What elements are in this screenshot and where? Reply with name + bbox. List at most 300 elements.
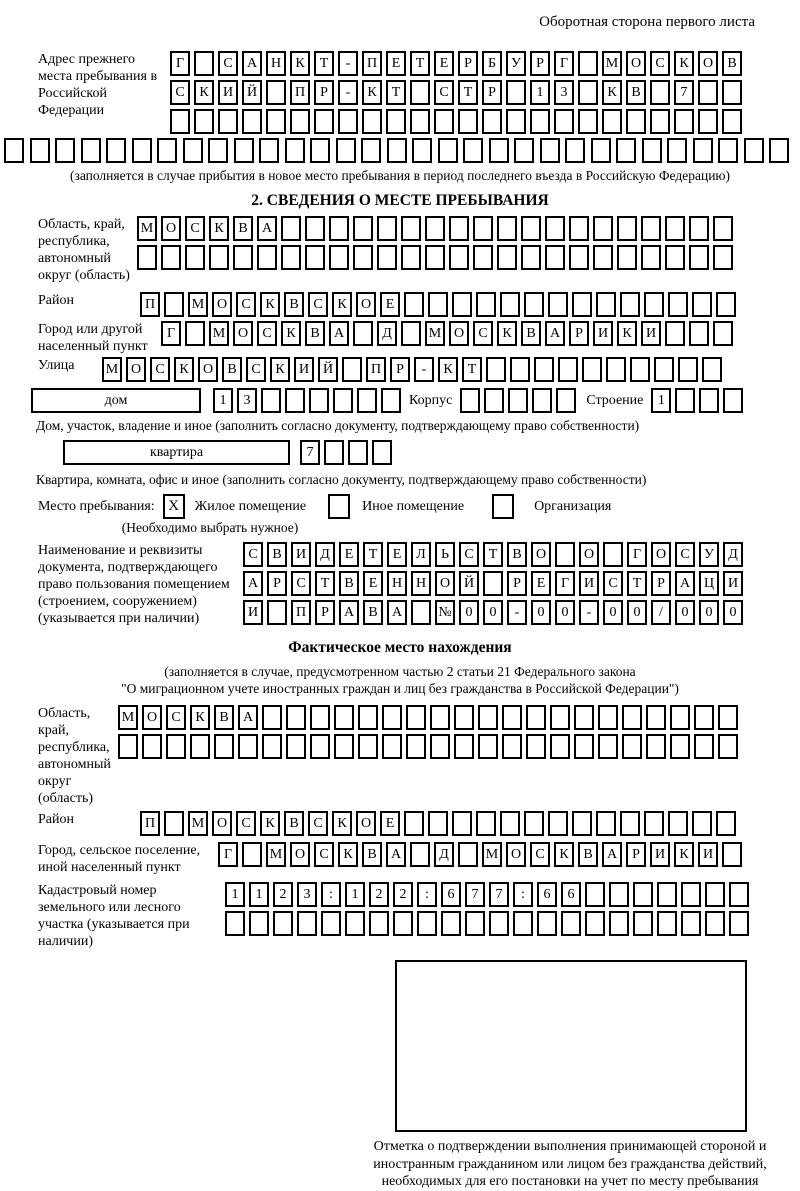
- char-box[interactable]: 0: [531, 600, 551, 625]
- char-box[interactable]: Р: [651, 571, 671, 596]
- char-box[interactable]: [598, 705, 618, 730]
- char-box[interactable]: [699, 388, 719, 413]
- char-box[interactable]: [665, 321, 685, 346]
- char-box[interactable]: М: [209, 321, 229, 346]
- char-box[interactable]: С: [257, 321, 277, 346]
- char-box[interactable]: [357, 388, 377, 413]
- char-box[interactable]: К: [270, 357, 290, 382]
- char-box[interactable]: В: [305, 321, 325, 346]
- char-box[interactable]: [654, 357, 674, 382]
- char-box[interactable]: В: [363, 600, 383, 625]
- char-box[interactable]: [266, 80, 286, 105]
- char-box[interactable]: [489, 138, 509, 163]
- char-box[interactable]: [572, 292, 592, 317]
- char-box[interactable]: [142, 734, 162, 759]
- char-box[interactable]: К: [554, 842, 574, 867]
- char-box[interactable]: Е: [380, 292, 400, 317]
- char-box[interactable]: К: [194, 80, 214, 105]
- char-box[interactable]: [238, 734, 258, 759]
- char-box[interactable]: 1: [651, 388, 671, 413]
- char-box[interactable]: [242, 109, 262, 134]
- char-box[interactable]: [214, 734, 234, 759]
- house-type-box[interactable]: дом: [31, 388, 201, 413]
- char-box[interactable]: П: [366, 357, 386, 382]
- char-box[interactable]: [404, 292, 424, 317]
- char-box[interactable]: М: [118, 705, 138, 730]
- char-box[interactable]: В: [339, 571, 359, 596]
- char-box[interactable]: Е: [380, 811, 400, 836]
- char-box[interactable]: [554, 109, 574, 134]
- char-box[interactable]: [702, 357, 722, 382]
- char-box[interactable]: [190, 734, 210, 759]
- char-box[interactable]: [484, 388, 504, 413]
- char-box[interactable]: [650, 109, 670, 134]
- char-box[interactable]: О: [142, 705, 162, 730]
- char-box[interactable]: [353, 245, 373, 270]
- char-box[interactable]: 1: [249, 882, 269, 907]
- char-box[interactable]: С: [459, 542, 479, 567]
- char-box[interactable]: Н: [387, 571, 407, 596]
- char-box[interactable]: [369, 911, 389, 936]
- char-box[interactable]: [722, 842, 742, 867]
- char-box[interactable]: О: [126, 357, 146, 382]
- char-box[interactable]: [550, 705, 570, 730]
- char-box[interactable]: О: [356, 292, 376, 317]
- char-box[interactable]: [723, 388, 743, 413]
- char-box[interactable]: Д: [315, 542, 335, 567]
- char-box[interactable]: [705, 911, 725, 936]
- char-box[interactable]: И: [650, 842, 670, 867]
- char-box[interactable]: Р: [458, 51, 478, 76]
- char-box[interactable]: [603, 542, 623, 567]
- char-box[interactable]: [609, 882, 629, 907]
- char-box[interactable]: С: [308, 811, 328, 836]
- char-box[interactable]: [641, 245, 661, 270]
- char-box[interactable]: Р: [530, 51, 550, 76]
- char-box[interactable]: [555, 542, 575, 567]
- char-box[interactable]: С: [236, 811, 256, 836]
- char-box[interactable]: К: [497, 321, 517, 346]
- char-box[interactable]: С: [308, 292, 328, 317]
- char-box[interactable]: [430, 734, 450, 759]
- char-box[interactable]: [449, 216, 469, 241]
- char-box[interactable]: [267, 600, 287, 625]
- char-box[interactable]: :: [513, 882, 533, 907]
- char-box[interactable]: [361, 138, 381, 163]
- char-box[interactable]: В: [222, 357, 242, 382]
- char-box[interactable]: [434, 109, 454, 134]
- char-box[interactable]: [305, 245, 325, 270]
- char-box[interactable]: 1: [345, 882, 365, 907]
- char-box[interactable]: [454, 734, 474, 759]
- char-box[interactable]: 7: [489, 882, 509, 907]
- char-box[interactable]: [208, 138, 228, 163]
- char-box[interactable]: [262, 705, 282, 730]
- char-box[interactable]: [410, 109, 430, 134]
- char-box[interactable]: [582, 357, 602, 382]
- char-box[interactable]: Т: [363, 542, 383, 567]
- char-box[interactable]: Р: [267, 571, 287, 596]
- char-box[interactable]: П: [140, 811, 160, 836]
- char-box[interactable]: [449, 245, 469, 270]
- char-box[interactable]: [285, 138, 305, 163]
- char-box[interactable]: [521, 216, 541, 241]
- char-box[interactable]: [185, 245, 205, 270]
- char-box[interactable]: Г: [627, 542, 647, 567]
- char-box[interactable]: [393, 911, 413, 936]
- char-box[interactable]: К: [362, 80, 382, 105]
- char-box[interactable]: [353, 321, 373, 346]
- char-box[interactable]: С: [650, 51, 670, 76]
- char-box[interactable]: [578, 109, 598, 134]
- char-box[interactable]: [106, 138, 126, 163]
- char-box[interactable]: К: [260, 811, 280, 836]
- char-box[interactable]: [667, 138, 687, 163]
- char-box[interactable]: [387, 138, 407, 163]
- char-box[interactable]: [622, 705, 642, 730]
- char-box[interactable]: [234, 138, 254, 163]
- char-box[interactable]: В: [578, 842, 598, 867]
- char-box[interactable]: К: [290, 51, 310, 76]
- char-box[interactable]: [242, 842, 262, 867]
- char-box[interactable]: [681, 882, 701, 907]
- char-box[interactable]: П: [290, 80, 310, 105]
- char-box[interactable]: А: [545, 321, 565, 346]
- char-box[interactable]: [497, 245, 517, 270]
- char-box[interactable]: В: [722, 51, 742, 76]
- char-box[interactable]: [404, 811, 424, 836]
- char-box[interactable]: [633, 911, 653, 936]
- char-box[interactable]: П: [140, 292, 160, 317]
- char-box[interactable]: В: [267, 542, 287, 567]
- char-box[interactable]: [285, 388, 305, 413]
- char-box[interactable]: [334, 705, 354, 730]
- char-box[interactable]: [500, 811, 520, 836]
- char-box[interactable]: К: [674, 842, 694, 867]
- char-box[interactable]: С: [166, 705, 186, 730]
- char-box[interactable]: 0: [699, 600, 719, 625]
- char-box[interactable]: [716, 811, 736, 836]
- char-box[interactable]: 0: [555, 600, 575, 625]
- char-box[interactable]: И: [218, 80, 238, 105]
- char-box[interactable]: С: [246, 357, 266, 382]
- char-box[interactable]: 0: [723, 600, 743, 625]
- char-box[interactable]: 7: [674, 80, 694, 105]
- char-box[interactable]: [633, 882, 653, 907]
- char-box[interactable]: [473, 216, 493, 241]
- char-box[interactable]: [508, 388, 528, 413]
- char-box[interactable]: [646, 734, 666, 759]
- char-box[interactable]: [410, 842, 430, 867]
- char-box[interactable]: [596, 811, 616, 836]
- char-box[interactable]: 1: [213, 388, 233, 413]
- char-box[interactable]: [411, 600, 431, 625]
- char-box[interactable]: [598, 734, 618, 759]
- char-box[interactable]: Й: [318, 357, 338, 382]
- char-box[interactable]: [406, 705, 426, 730]
- char-box[interactable]: Р: [626, 842, 646, 867]
- char-box[interactable]: [382, 705, 402, 730]
- char-box[interactable]: У: [699, 542, 719, 567]
- char-box[interactable]: Р: [314, 80, 334, 105]
- char-box[interactable]: [482, 109, 502, 134]
- char-box[interactable]: 2: [393, 882, 413, 907]
- char-box[interactable]: [510, 357, 530, 382]
- char-box[interactable]: [506, 109, 526, 134]
- char-box[interactable]: [478, 705, 498, 730]
- char-box[interactable]: [259, 138, 279, 163]
- char-box[interactable]: [377, 245, 397, 270]
- char-box[interactable]: [665, 245, 685, 270]
- char-box[interactable]: Г: [555, 571, 575, 596]
- char-box[interactable]: Т: [386, 80, 406, 105]
- char-box[interactable]: К: [617, 321, 637, 346]
- char-box[interactable]: [657, 911, 677, 936]
- char-box[interactable]: [569, 245, 589, 270]
- char-box[interactable]: [596, 292, 616, 317]
- char-box[interactable]: [572, 811, 592, 836]
- char-box[interactable]: [718, 705, 738, 730]
- char-box[interactable]: К: [281, 321, 301, 346]
- char-box[interactable]: [463, 138, 483, 163]
- char-box[interactable]: К: [602, 80, 622, 105]
- char-box[interactable]: Е: [339, 542, 359, 567]
- char-box[interactable]: П: [291, 600, 311, 625]
- char-box[interactable]: [486, 357, 506, 382]
- char-box[interactable]: [537, 911, 557, 936]
- char-box[interactable]: Т: [462, 357, 482, 382]
- char-box[interactable]: С: [185, 216, 205, 241]
- char-box[interactable]: [314, 109, 334, 134]
- char-box[interactable]: [718, 734, 738, 759]
- char-box[interactable]: [4, 138, 24, 163]
- char-box[interactable]: [689, 216, 709, 241]
- char-box[interactable]: Г: [170, 51, 190, 76]
- char-box[interactable]: И: [294, 357, 314, 382]
- char-box[interactable]: [705, 882, 725, 907]
- char-box[interactable]: К: [332, 811, 352, 836]
- char-box[interactable]: /: [651, 600, 671, 625]
- char-box[interactable]: [281, 245, 301, 270]
- char-box[interactable]: И: [243, 600, 263, 625]
- char-box[interactable]: [338, 109, 358, 134]
- char-box[interactable]: [693, 138, 713, 163]
- char-box[interactable]: [209, 245, 229, 270]
- char-box[interactable]: В: [507, 542, 527, 567]
- char-box[interactable]: М: [188, 292, 208, 317]
- char-box[interactable]: О: [198, 357, 218, 382]
- char-box[interactable]: [401, 321, 421, 346]
- char-box[interactable]: [500, 292, 520, 317]
- char-box[interactable]: [401, 216, 421, 241]
- char-box[interactable]: 3: [237, 388, 257, 413]
- char-box[interactable]: [297, 911, 317, 936]
- char-box[interactable]: О: [449, 321, 469, 346]
- char-box[interactable]: [561, 911, 581, 936]
- char-box[interactable]: [513, 911, 533, 936]
- char-box[interactable]: [502, 734, 522, 759]
- char-box[interactable]: Т: [458, 80, 478, 105]
- char-box[interactable]: [164, 292, 184, 317]
- char-box[interactable]: [617, 245, 637, 270]
- char-box[interactable]: С: [291, 571, 311, 596]
- char-box[interactable]: [441, 911, 461, 936]
- char-box[interactable]: [558, 357, 578, 382]
- char-box[interactable]: [722, 109, 742, 134]
- char-box[interactable]: А: [257, 216, 277, 241]
- char-box[interactable]: [406, 734, 426, 759]
- char-box[interactable]: М: [102, 357, 122, 382]
- char-box[interactable]: 3: [297, 882, 317, 907]
- char-box[interactable]: [334, 734, 354, 759]
- char-box[interactable]: [694, 734, 714, 759]
- char-box[interactable]: А: [242, 51, 262, 76]
- char-box[interactable]: [465, 911, 485, 936]
- char-box[interactable]: [225, 911, 245, 936]
- char-box[interactable]: Г: [218, 842, 238, 867]
- char-box[interactable]: О: [212, 292, 232, 317]
- char-box[interactable]: [524, 811, 544, 836]
- char-box[interactable]: [249, 911, 269, 936]
- char-box[interactable]: [333, 388, 353, 413]
- char-box[interactable]: [372, 440, 392, 465]
- char-box[interactable]: [526, 734, 546, 759]
- char-box[interactable]: [309, 388, 329, 413]
- char-box[interactable]: [620, 292, 640, 317]
- char-box[interactable]: [578, 51, 598, 76]
- char-box[interactable]: [425, 216, 445, 241]
- char-box[interactable]: Е: [434, 51, 454, 76]
- char-box[interactable]: [185, 321, 205, 346]
- char-box[interactable]: [362, 109, 382, 134]
- char-box[interactable]: К: [338, 842, 358, 867]
- apartment-type-box[interactable]: квартира: [63, 440, 290, 465]
- char-box[interactable]: [166, 734, 186, 759]
- char-box[interactable]: 6: [561, 882, 581, 907]
- char-box[interactable]: С: [434, 80, 454, 105]
- char-box[interactable]: [670, 734, 690, 759]
- char-box[interactable]: К: [260, 292, 280, 317]
- char-box[interactable]: 7: [300, 440, 320, 465]
- char-box[interactable]: [266, 109, 286, 134]
- char-box[interactable]: М: [266, 842, 286, 867]
- char-box[interactable]: С: [603, 571, 623, 596]
- char-box[interactable]: П: [362, 51, 382, 76]
- char-box[interactable]: [678, 357, 698, 382]
- char-box[interactable]: [698, 80, 718, 105]
- char-box[interactable]: [382, 734, 402, 759]
- char-box[interactable]: [556, 388, 576, 413]
- char-box[interactable]: [545, 216, 565, 241]
- char-box[interactable]: А: [386, 842, 406, 867]
- char-box[interactable]: Й: [242, 80, 262, 105]
- char-box[interactable]: [118, 734, 138, 759]
- char-box[interactable]: [713, 216, 733, 241]
- char-box[interactable]: [454, 705, 474, 730]
- char-box[interactable]: [602, 109, 622, 134]
- char-box[interactable]: [478, 734, 498, 759]
- char-box[interactable]: [353, 216, 373, 241]
- char-box[interactable]: -: [507, 600, 527, 625]
- char-box[interactable]: [675, 388, 695, 413]
- char-box[interactable]: О: [290, 842, 310, 867]
- char-box[interactable]: [644, 811, 664, 836]
- char-box[interactable]: С: [530, 842, 550, 867]
- char-box[interactable]: С: [170, 80, 190, 105]
- char-box[interactable]: [506, 80, 526, 105]
- char-box[interactable]: [132, 138, 152, 163]
- char-box[interactable]: 1: [225, 882, 245, 907]
- char-box[interactable]: [681, 911, 701, 936]
- char-box[interactable]: [194, 51, 214, 76]
- char-box[interactable]: [476, 811, 496, 836]
- char-box[interactable]: В: [284, 811, 304, 836]
- char-box[interactable]: М: [602, 51, 622, 76]
- char-box[interactable]: [530, 109, 550, 134]
- char-box[interactable]: [670, 705, 690, 730]
- char-box[interactable]: [412, 138, 432, 163]
- char-box[interactable]: [157, 138, 177, 163]
- char-box[interactable]: [718, 138, 738, 163]
- char-box[interactable]: [665, 216, 685, 241]
- char-box[interactable]: [410, 80, 430, 105]
- char-box[interactable]: [574, 734, 594, 759]
- char-box[interactable]: [183, 138, 203, 163]
- char-box[interactable]: Г: [554, 51, 574, 76]
- char-box[interactable]: [646, 705, 666, 730]
- char-box[interactable]: №: [435, 600, 455, 625]
- char-box[interactable]: Т: [410, 51, 430, 76]
- char-box[interactable]: [377, 216, 397, 241]
- char-box[interactable]: [401, 245, 421, 270]
- char-box[interactable]: [630, 357, 650, 382]
- char-box[interactable]: 6: [537, 882, 557, 907]
- char-box[interactable]: О: [506, 842, 526, 867]
- char-box[interactable]: И: [593, 321, 613, 346]
- char-box[interactable]: [606, 357, 626, 382]
- char-box[interactable]: О: [435, 571, 455, 596]
- char-box[interactable]: [698, 109, 718, 134]
- char-box[interactable]: О: [626, 51, 646, 76]
- char-box[interactable]: [585, 911, 605, 936]
- char-box[interactable]: [286, 734, 306, 759]
- char-box[interactable]: В: [214, 705, 234, 730]
- char-box[interactable]: Е: [387, 542, 407, 567]
- char-box[interactable]: [657, 882, 677, 907]
- char-box[interactable]: [692, 811, 712, 836]
- char-box[interactable]: [194, 109, 214, 134]
- char-box[interactable]: [381, 388, 401, 413]
- char-box[interactable]: [548, 811, 568, 836]
- char-box[interactable]: 0: [675, 600, 695, 625]
- char-box[interactable]: [545, 245, 565, 270]
- char-box[interactable]: [452, 292, 472, 317]
- char-box[interactable]: [358, 705, 378, 730]
- char-box[interactable]: [460, 388, 480, 413]
- char-box[interactable]: [458, 109, 478, 134]
- char-box[interactable]: [428, 292, 448, 317]
- char-box[interactable]: М: [188, 811, 208, 836]
- char-box[interactable]: Б: [482, 51, 502, 76]
- char-box[interactable]: У: [506, 51, 526, 76]
- char-box[interactable]: К: [332, 292, 352, 317]
- char-box[interactable]: С: [236, 292, 256, 317]
- char-box[interactable]: [622, 734, 642, 759]
- char-box[interactable]: [310, 705, 330, 730]
- char-box[interactable]: [452, 811, 472, 836]
- char-box[interactable]: [650, 80, 670, 105]
- char-box[interactable]: [593, 245, 613, 270]
